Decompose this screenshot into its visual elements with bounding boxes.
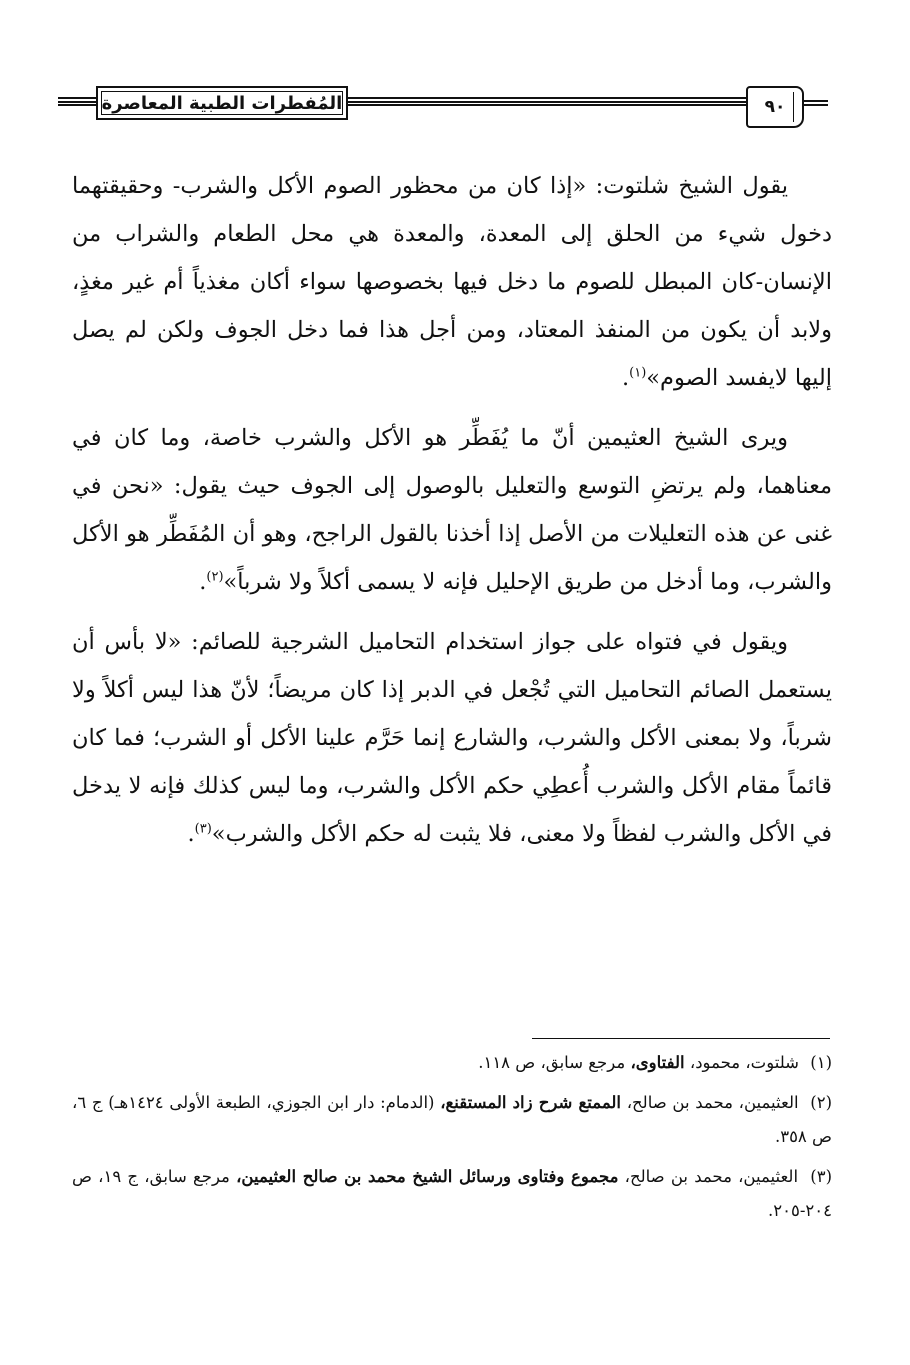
footnote-details: مرجع سابق، ص ١١٨. (478, 1053, 626, 1072)
footnote-number: (١) (810, 1053, 832, 1072)
footnote-book-title: مجموع وفتاوى ورسائل الشيخ محمد بن صالح العثيمين، (236, 1167, 619, 1186)
header-rule-right (804, 100, 828, 106)
paragraph-fatwa: ويقول في فتواه على جواز استخدام التحاميل الشرجية للصائم: «لا بأس أن يستعمل الصائم التحاميل التي تُجْعل في الدبر إذا كان مريضاً؛ لأنّ هذا ليس أكلاً ولا شرباً، ولا بمعنى الأكل والشرب، والشارع إنما حَرَّم علينا الأكل أو الشرب؛ فما كان قائماً مقام الأكل والشرب أُعطِي حكم الأكل والشرب، وما ليس كذلك فإنه لا يدخل في الأكل والشرب لفظاً ولا معنى، فلا يثبت له حكم الأكل والشرب»$^{(٣)}$. (72, 629, 832, 847)
footnote-ref: (١) (629, 365, 647, 381)
page-header (58, 86, 828, 130)
running-title: المُفطرات الطبية المعاصرة (101, 92, 343, 114)
page-number: ٩٠ (764, 97, 786, 117)
footnote-book-title: الفتاوى، (630, 1053, 685, 1072)
paragraph-text: ويقول في فتواه على جواز استخدام التحاميل الشرجية للصائم: «لا بأس أن يستعمل الصائم التحاميل التي تُجْعل في الدبر إذا كان مريضاً؛ لأنّ هذا ليس أكلاً ولا شرباً، ولا بمعنى الأكل والشرب، والشارع إنما حَرَّم علينا الأكل أو الشرب؛ فما كان قائماً مقام الأكل والشرب أُعطِي حكم الأكل والشرب، وما ليس كذلك فإنه لا يدخل في الأكل والشرب لفظاً ولا معنى، فلا يثبت له حكم الأكل والشرب» (72, 629, 832, 847)
footnote-details: مرجع سابق، ج ١٩، ص ٢٠٤-٢٠٥. (72, 1167, 832, 1220)
footnote-item (72, 1046, 832, 1080)
footnote-author: العثيمين، محمد بن صالح، (626, 1093, 799, 1112)
footnote-ref: (٣) (194, 821, 212, 837)
footnotes (72, 1046, 832, 1234)
paragraph-text: ويرى الشيخ العثيمين أنّ ما يُفَطِّر هو الأكل والشرب خاصة، وما كان في معناهما، ولم يرتضِ التوسع والتعليل بالوصول إلى الجوف حيث يقول: «نحن في غنى عن هذه التعليلات من الأصل إذا أخذنا بالقول الراجح، وهو أن المُفَطِّر هو الأكل والشرب، وما أدخل من طريق الإحليل فإنه لا يسمى أكلاً ولا شرباً» (72, 425, 832, 595)
footnote-number: (٢) (810, 1093, 833, 1112)
running-title-box (96, 86, 348, 120)
paragraph-uthaymeen: ويرى الشيخ العثيمين أنّ ما يُفَطِّر هو الأكل والشرب خاصة، وما كان في معناهما، ولم يرتضِ التوسع والتعليل بالوصول إلى الجوف حيث يقول: «نحن في غنى عن هذه التعليلات من الأصل إذا أخذنا بالقول الراجح، وهو أن المُفَطِّر هو الأكل والشرب، وما أدخل من طريق الإحليل فإنه لا يسمى أكلاً ولا شرباً»$^{(٢)}$. (72, 425, 832, 595)
footnote-author: شلتوت، محمود، (689, 1053, 799, 1072)
footnote-item (72, 1086, 832, 1154)
header-rule-left (58, 97, 96, 106)
main-text (72, 162, 832, 870)
page-number-scroll (746, 86, 804, 128)
footnote-book-title: الممتع شرح زاد المستقنع، (440, 1093, 621, 1112)
header-rule-middle (348, 97, 746, 106)
footnote-details: (الدمام: دار ابن الجوزي، الطبعة الأولى ١٤٢٤هـ) ج ٦، ص ٣٥٨. (72, 1093, 832, 1146)
paragraph-text: يقول الشيخ شلتوت: «إذا كان من محظور الصوم الأكل والشرب- وحقيقتهما دخول شيء من الحلق إلى المعدة، والمعدة هي محل الطعام والشراب من الإنسان-كان المبطل للصوم ما دخل فيها بخصوصها سواء أكان مغذياً أم غير مغذٍ، ولابد أن يكون من المنفذ المعتاد، ومن أجل هذا فما دخل الجوف ولكن لم يصل إليها لايفسد الصوم» (72, 173, 832, 391)
footnote-author: العثيمين، محمد بن صالح، (624, 1167, 799, 1186)
paragraph-shaltout: يقول الشيخ شلتوت: «إذا كان من محظور الصوم الأكل والشرب- وحقيقتهما دخول شيء من الحلق إلى المعدة، والمعدة هي محل الطعام والشراب من الإنسان-كان المبطل للصوم ما دخل فيها بخصوصها سواء أكان مغذياً أم غير مغذٍ، ولابد أن يكون من المنفذ المعتاد، ومن أجل هذا فما دخل الجوف ولكن لم يصل إليها لايفسد الصوم»$^{(١)}$. (72, 173, 832, 391)
footnote-item (72, 1160, 832, 1228)
footnote-separator (532, 1038, 830, 1039)
footnote-number: (٣) (810, 1167, 832, 1186)
footnote-ref: (٢) (206, 569, 224, 585)
